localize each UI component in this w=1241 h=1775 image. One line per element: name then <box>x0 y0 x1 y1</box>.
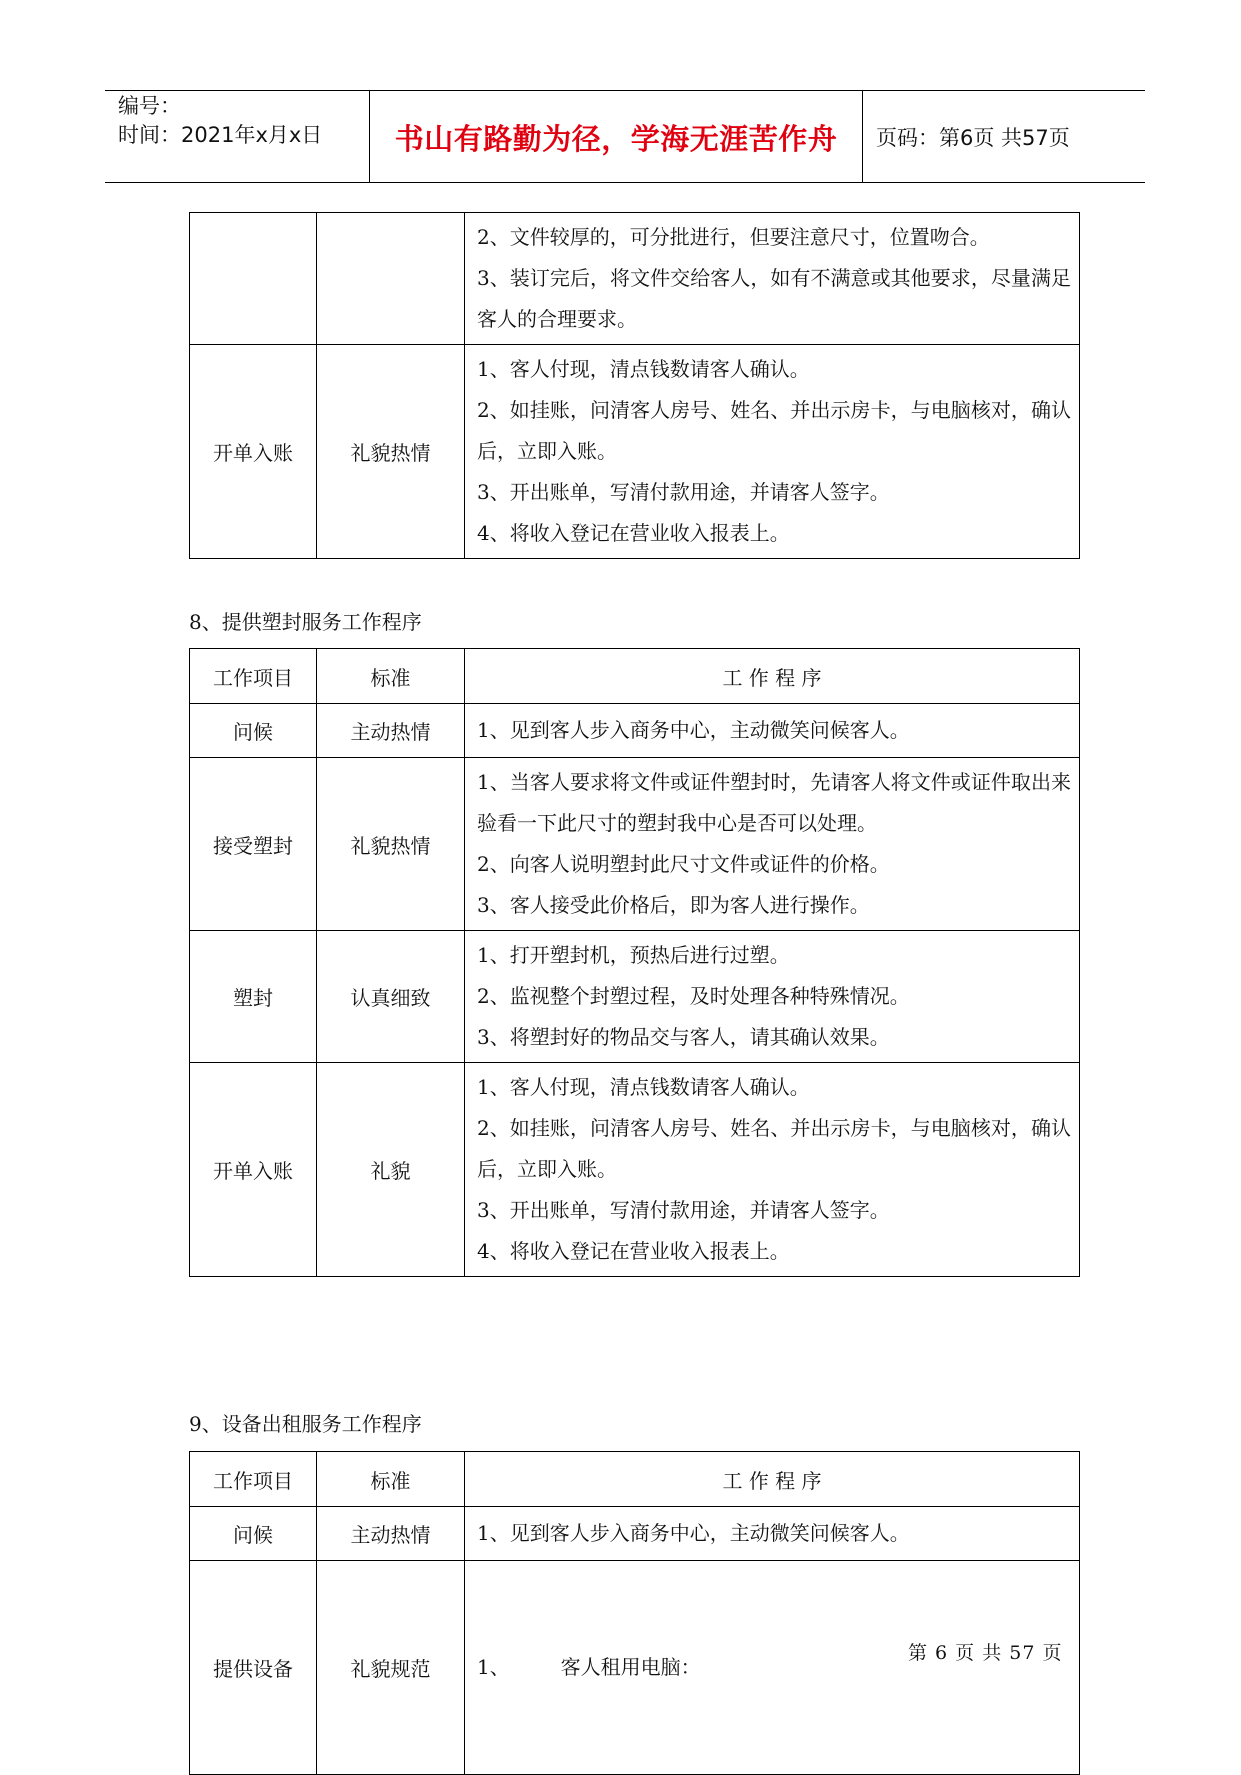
continued-procedure-table <box>189 212 1080 559</box>
header-page-info: 页码：第6页 共57页 <box>876 126 1070 150</box>
table-row <box>190 213 1080 345</box>
standard-cell: 礼貌热情 <box>317 758 465 931</box>
header-top-rule <box>105 90 1145 91</box>
item-cell: 问候 <box>190 704 317 758</box>
item-cell: 塑封 <box>190 931 317 1063</box>
header-motto: 书山有路勤为径，学海无涯苦作舟 <box>394 121 838 156</box>
step-text: 3、装订完后，将文件交给客人，如有不满意或其他要求，尽量满足客人的合理要求。 <box>477 266 1071 331</box>
table-header-row <box>190 1452 1080 1507</box>
step-text: 1、打开塑封机，预热后进行过塑。 <box>477 943 790 967</box>
header-item: 工作项目 <box>190 1452 317 1507</box>
step-text: 4、将收入登记在营业收入报表上。 <box>477 1239 790 1263</box>
table-row <box>190 704 1080 758</box>
section-8-title: 8、提供塑封服务工作程序 <box>189 610 422 634</box>
header-meta <box>118 92 322 150</box>
step-text: 1、见到客人步入商务中心，主动微笑问候客人。 <box>477 718 910 742</box>
step-text: 4、将收入登记在营业收入报表上。 <box>477 521 790 545</box>
step-text: 1、客人付现，清点钱数请客人确认。 <box>477 357 810 381</box>
table-row <box>190 1507 1080 1561</box>
step-text: 2、如挂账，问清客人房号、姓名、并出示房卡，与电脑核对，确认后，立即入账。 <box>477 398 1071 463</box>
table-header-row <box>190 649 1080 704</box>
table-row <box>190 1063 1080 1277</box>
standard-cell: 礼貌热情 <box>317 345 465 559</box>
steps-cell <box>465 1507 1080 1561</box>
item-cell: 接受塑封 <box>190 758 317 931</box>
steps-cell <box>465 758 1080 931</box>
standard-cell <box>317 213 465 345</box>
standard-cell: 礼貌规范 <box>317 1561 465 1775</box>
steps-cell <box>465 931 1080 1063</box>
header-bottom-rule <box>105 182 1145 183</box>
step-text: 2、文件较厚的，可分批进行，但要注意尺寸，位置吻合。 <box>477 225 990 249</box>
steps-cell <box>465 1063 1080 1277</box>
header-standard: 标准 <box>317 649 465 704</box>
header-item: 工作项目 <box>190 649 317 704</box>
step-text: 1、当客人要求将文件或证件塑封时，先请客人将文件或证件取出来验看一下此尺寸的塑封我中心是否可以处理。 <box>477 770 1071 835</box>
serial-label: 编号： <box>118 94 181 118</box>
standard-cell: 礼貌 <box>317 1063 465 1277</box>
steps-cell <box>465 213 1080 345</box>
standard-cell: 主动热情 <box>317 1507 465 1561</box>
header-steps: 工 作 程 序 <box>465 1452 1080 1507</box>
section-9-title: 9、设备出租服务工作程序 <box>189 1412 422 1436</box>
step-text: 2、如挂账，问清客人房号、姓名、并出示房卡，与电脑核对，确认后，立即入账。 <box>477 1116 1071 1181</box>
table-row <box>190 1561 1080 1775</box>
step-text: 2、监视整个封塑过程，及时处理各种特殊情况。 <box>477 984 910 1008</box>
table-row <box>190 758 1080 931</box>
page-footer: 第 6 页 共 57 页 <box>908 1642 1063 1664</box>
step-text: 3、客人接受此价格后，即为客人进行操作。 <box>477 893 870 917</box>
header-standard: 标准 <box>317 1452 465 1507</box>
steps-cell <box>465 704 1080 758</box>
header-steps: 工 作 程 序 <box>465 649 1080 704</box>
header-divider-right <box>862 90 863 182</box>
step-text: 2、向客人说明塑封此尺寸文件或证件的价格。 <box>477 852 890 876</box>
step-text: 3、将塑封好的物品交与客人，请其确认效果。 <box>477 1025 890 1049</box>
step-text: 3、开出账单，写清付款用途，并请客人签字。 <box>477 1198 890 1222</box>
step-text: 1、 客人租用电脑： <box>477 1655 701 1679</box>
time-label: 时间：2021年x月x日 <box>118 123 323 147</box>
table-row <box>190 345 1080 559</box>
item-cell: 提供设备 <box>190 1561 317 1775</box>
steps-cell <box>465 345 1080 559</box>
item-cell: 开单入账 <box>190 345 317 559</box>
steps-cell <box>465 1561 1080 1775</box>
step-text: 1、见到客人步入商务中心，主动微笑问候客人。 <box>477 1521 910 1545</box>
item-cell: 开单入账 <box>190 1063 317 1277</box>
standard-cell: 认真细致 <box>317 931 465 1063</box>
step-text: 1、客人付现，清点钱数请客人确认。 <box>477 1075 810 1099</box>
section-9-table <box>189 1451 1080 1775</box>
section-8-table <box>189 648 1080 1277</box>
step-text: 3、开出账单，写清付款用途，并请客人签字。 <box>477 480 890 504</box>
item-cell <box>190 213 317 345</box>
item-cell: 问候 <box>190 1507 317 1561</box>
standard-cell: 主动热情 <box>317 704 465 758</box>
table-row <box>190 931 1080 1063</box>
